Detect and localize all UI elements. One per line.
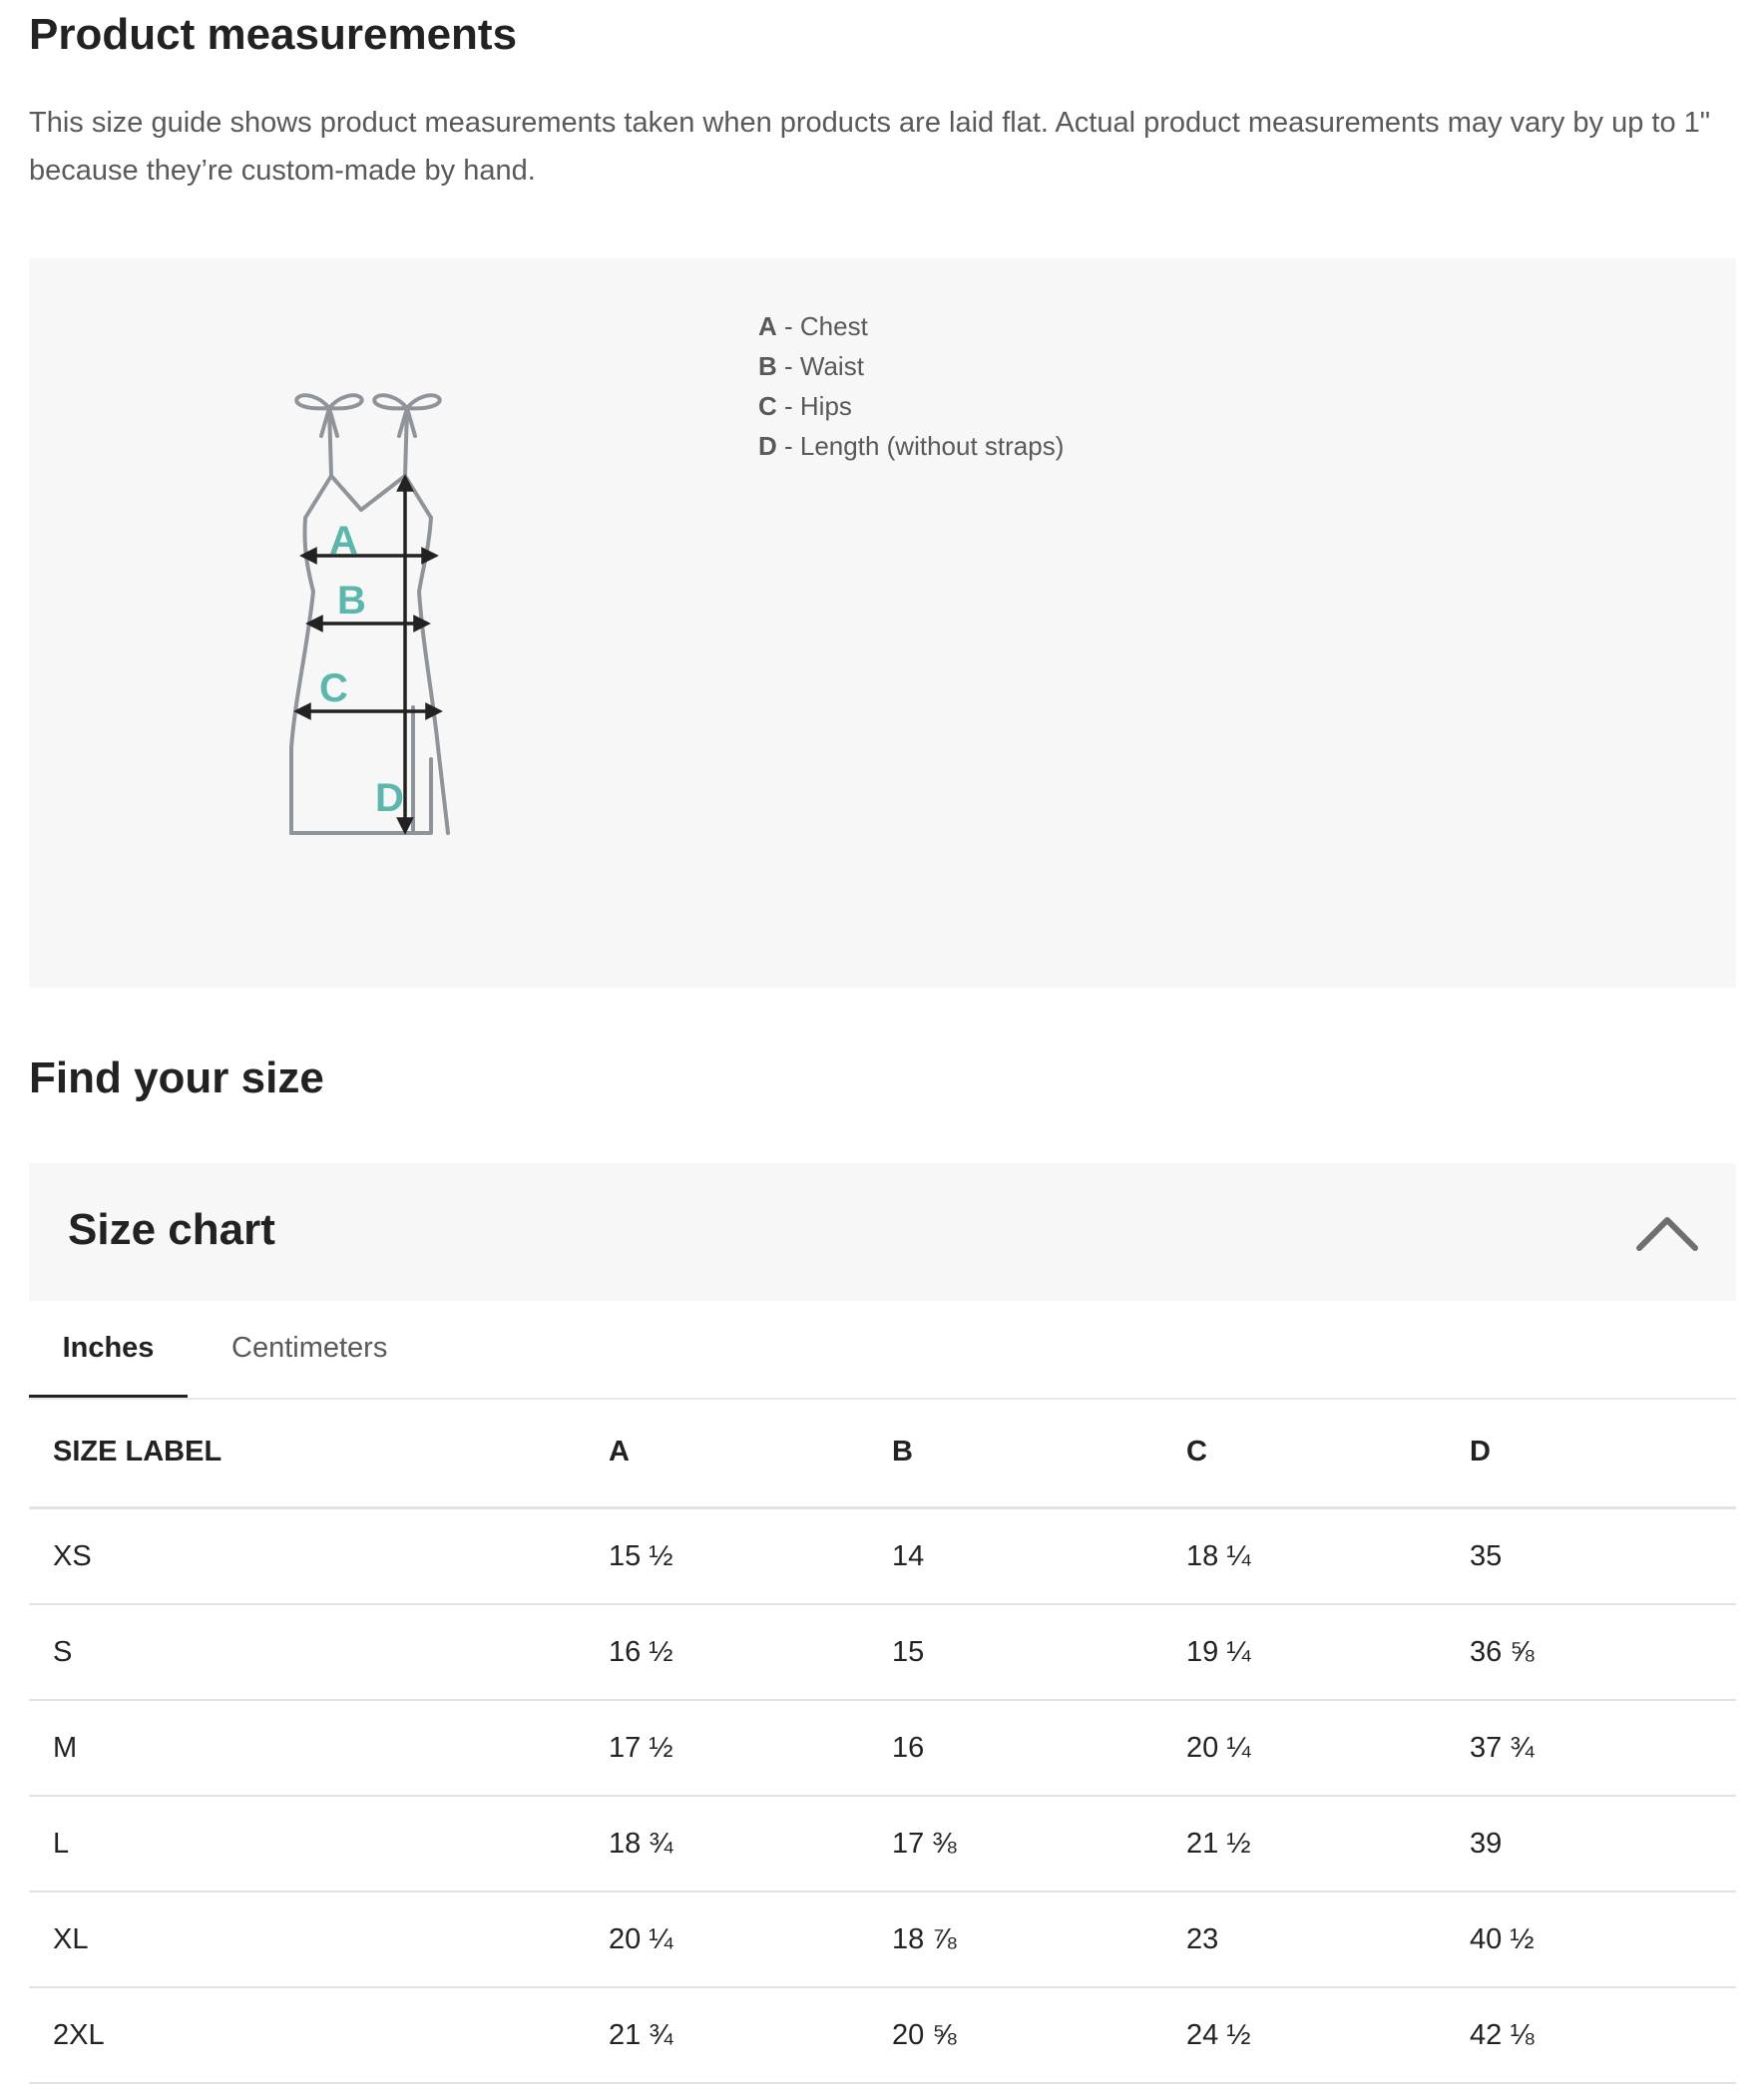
- size-table: [29, 1398, 1736, 2084]
- product-measurements-title: Product measurements: [29, 10, 518, 59]
- table-cell: 16 ½: [609, 1604, 892, 1700]
- column-header-c: C: [1186, 1398, 1470, 1508]
- legend-item-hips: C - Hips: [758, 391, 852, 421]
- measurement-legend: [758, 306, 1064, 466]
- table-row: [29, 1796, 1736, 1891]
- table-cell: 18 ¼: [1186, 1508, 1470, 1605]
- column-header-b: B: [892, 1398, 1186, 1508]
- table-header-row: [29, 1398, 1736, 1508]
- table-cell: 37 ¾: [1470, 1700, 1736, 1796]
- table-cell: XL: [29, 1891, 609, 1987]
- table-cell: XS: [29, 1508, 609, 1605]
- diagram-label-a: A: [329, 519, 358, 563]
- measurement-diagram-panel: [29, 258, 1736, 988]
- table-cell: 20 ¼: [609, 1891, 892, 1987]
- find-your-size-title: Find your size: [29, 1053, 324, 1102]
- table-row: [29, 1891, 1736, 1987]
- legend-item-waist: B - Waist: [758, 351, 864, 381]
- table-row: [29, 1604, 1736, 1700]
- tab-inches[interactable]: Inches: [29, 1301, 188, 1398]
- table-cell: 21 ½: [1186, 1796, 1470, 1891]
- size-guide-intro: This size guide shows product measurements taken when products are laid flat. Actual product measurements may vary by up to 1" because they’re custom-made by hand.: [29, 107, 1711, 187]
- table-cell: 24 ½: [1186, 1987, 1470, 2083]
- dress-diagram: [283, 358, 523, 857]
- table-cell: 18 ⅞: [892, 1891, 1186, 1987]
- size-chart-accordion-header[interactable]: [29, 1163, 1736, 1301]
- table-cell: 14: [892, 1508, 1186, 1605]
- table-cell: 20 ¼: [1186, 1700, 1470, 1796]
- diagram-label-c: C: [319, 666, 348, 710]
- table-cell: M: [29, 1700, 609, 1796]
- table-cell: L: [29, 1796, 609, 1891]
- table-cell: 39: [1470, 1796, 1736, 1891]
- diagram-label-d: D: [375, 776, 404, 820]
- table-cell: 35: [1470, 1508, 1736, 1605]
- legend-item-length: D - Length (without straps): [758, 431, 1065, 461]
- table-row: [29, 1508, 1736, 1605]
- table-cell: S: [29, 1604, 609, 1700]
- table-cell: 36 ⅝: [1470, 1604, 1736, 1700]
- table-cell: 23: [1186, 1891, 1470, 1987]
- chevron-up-icon[interactable]: [1636, 1213, 1698, 1251]
- table-cell: 17 ⅜: [892, 1796, 1186, 1891]
- table-cell: 15: [892, 1604, 1186, 1700]
- table-cell: 20 ⅝: [892, 1987, 1186, 2083]
- legend-item-chest: A - Chest: [758, 311, 868, 341]
- size-chart-title: Size chart: [68, 1205, 275, 1254]
- table-cell: 21 ¾: [609, 1987, 892, 2083]
- table-cell: 42 ⅛: [1470, 1987, 1736, 2083]
- column-header-a: A: [609, 1398, 892, 1508]
- table-row: [29, 1700, 1736, 1796]
- table-cell: 2XL: [29, 1987, 609, 2083]
- table-cell: 17 ½: [609, 1700, 892, 1796]
- table-cell: 16: [892, 1700, 1186, 1796]
- diagram-label-b: B: [337, 579, 366, 623]
- table-cell: 18 ¾: [609, 1796, 892, 1891]
- column-header-d: D: [1470, 1398, 1736, 1508]
- column-header-size-label: SIZE LABEL: [29, 1398, 609, 1508]
- table-cell: 19 ¼: [1186, 1604, 1470, 1700]
- table-cell: 40 ½: [1470, 1891, 1736, 1987]
- table-cell: 15 ½: [609, 1508, 892, 1605]
- unit-tabs: [29, 1301, 1736, 1400]
- tab-centimeters[interactable]: Centimeters: [231, 1332, 388, 1364]
- table-row: [29, 1987, 1736, 2083]
